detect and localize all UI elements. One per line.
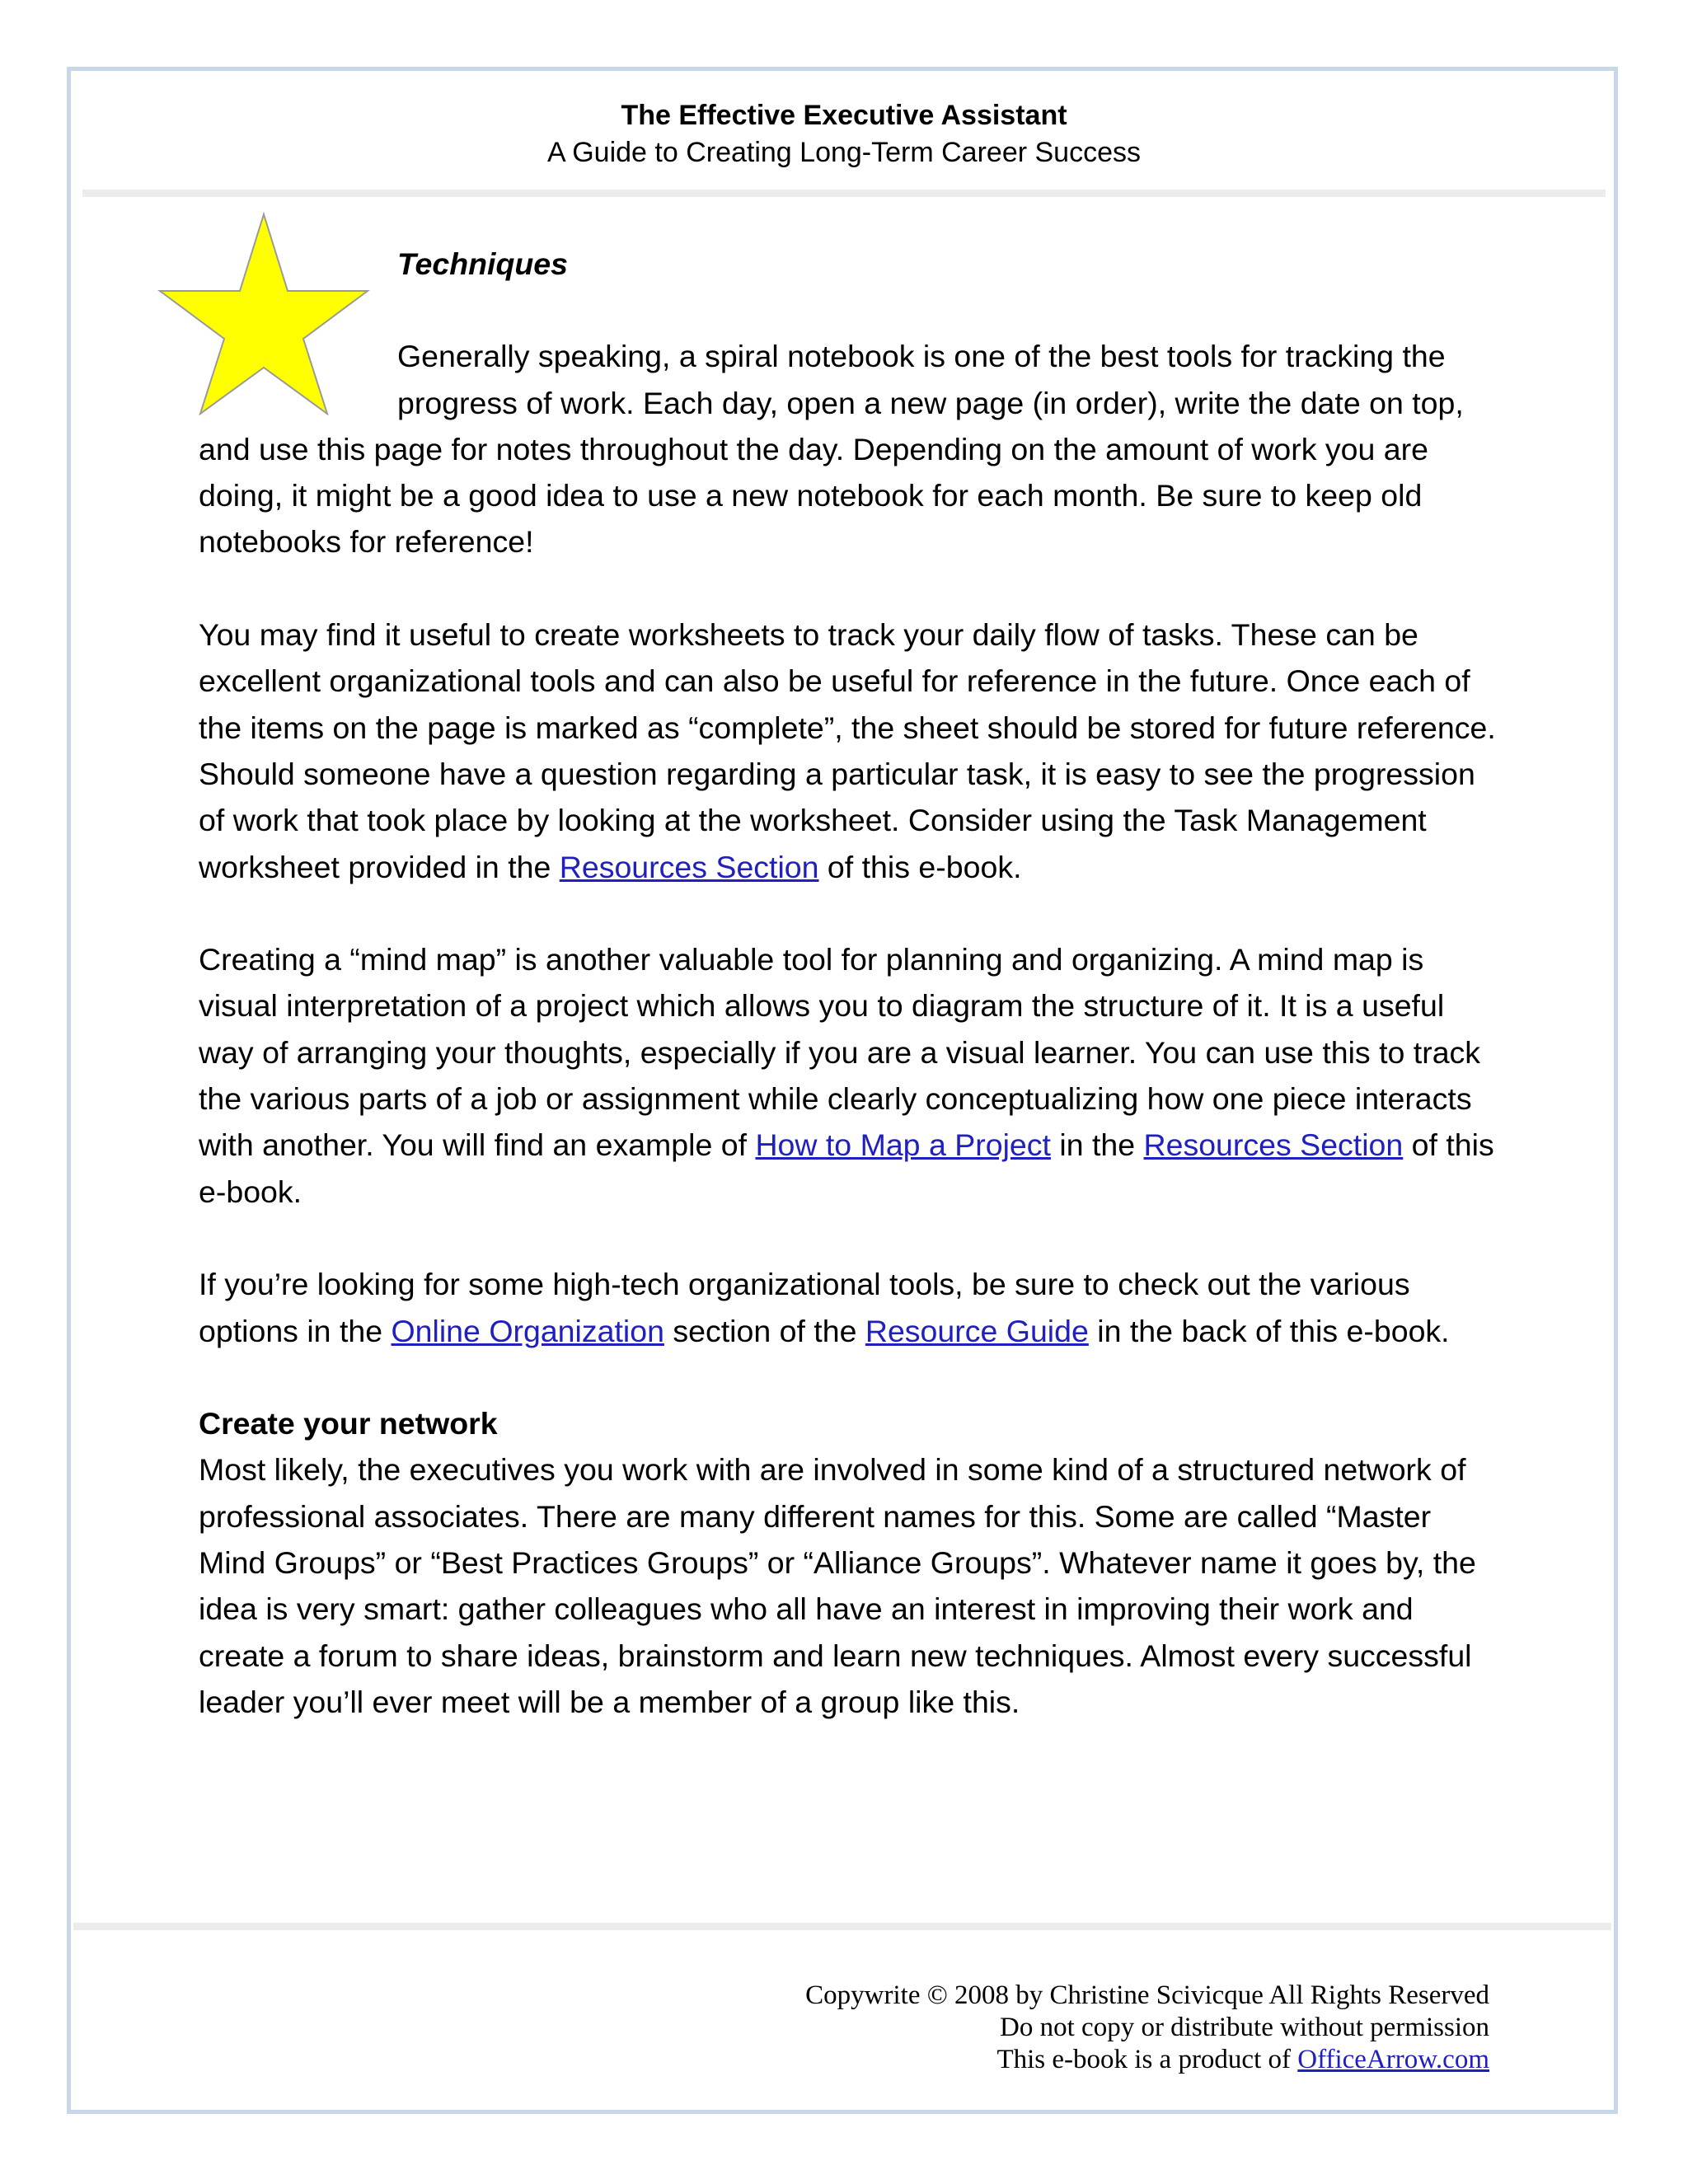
mind-map-end: of this e-book. — [199, 1127, 1494, 1209]
book-subtitle: A Guide to Creating Long-Term Career Success — [546, 137, 1141, 168]
worksheets-end: of this e-book. — [818, 849, 1022, 884]
main-content — [199, 241, 1501, 1725]
notebook-rest: and use this page for notes throughout the day. Depending on the amount of work you are doing, it might be a good idea to use a new notebook for each month. Be sure to keep old notebooks for reference! — [199, 431, 1428, 560]
resources-section-link[interactable]: Resources Section — [559, 849, 819, 884]
resource-guide-link[interactable]: Resource Guide — [865, 1313, 1089, 1348]
high-tech-end: in the back of this e-book. — [1088, 1313, 1450, 1348]
network-paragraph: Most likely, the executives you work with are involved in some kind of a structured network of professional associates. There are many different names for this. Some are called “Master Mind Groups” or “Best Practices Groups” or “Alliance Groups”. Whatever name it goes by, the idea is very smart: gather colleagues who all have an interest in improving their work and create a forum to share ideas, brainstorm and learn new techniques. Almost every successful leader you’ll ever meet will be a member of a group like this. — [199, 1452, 1476, 1719]
notebook-line-2: progress of work. Each day, open a new page (in order), write the date on top, — [397, 385, 1464, 420]
product-text: This e-book is a product of — [996, 2045, 1298, 2074]
high-tech-paragraph — [199, 1261, 1501, 1354]
book-title: The Effective Executive Assistant — [621, 100, 1067, 131]
footer-divider — [73, 1923, 1611, 1930]
worksheets-text: You may find it useful to create worksheets to track your daily flow of tasks. These can be excellent organizational tools and can also be useful for reference in the future. Once each of the items on the page is marked as “complete”, the sheet should be stored for future reference. Should someone have a question regarding a particular task, it is easy to see the progression of work that took place by looking at the worksheet. Consider using the Task Management worksheet provided in the — [199, 617, 1496, 884]
header-divider — [82, 190, 1606, 197]
high-tech-text: If you’re looking for some high-tech organizational tools, be sure to check out the various options in the — [199, 1267, 1410, 1348]
permission-line: Do not copy or distribute without permission — [1000, 2013, 1489, 2042]
worksheets-paragraph — [199, 612, 1501, 890]
techniques-heading: Techniques — [397, 246, 568, 281]
online-organization-link[interactable]: Online Organization — [391, 1313, 664, 1348]
page-footer — [805, 1980, 1489, 2076]
notebook-paragraph — [199, 333, 1501, 565]
mind-map-paragraph — [199, 936, 1501, 1215]
network-heading: Create your network — [199, 1406, 498, 1441]
copyright-line: Copywrite © 2008 by Christine Scivicque All Rights Reserved — [805, 1980, 1489, 2010]
high-tech-mid: section of the — [663, 1313, 865, 1348]
product-line — [805, 2044, 1489, 2076]
notebook-line-1: Generally speaking, a spiral notebook is one of the best tools for tracking the — [397, 339, 1446, 374]
officearrow-link[interactable]: OfficeArrow.com — [1297, 2045, 1489, 2074]
resources-section-link-2[interactable]: Resources Section — [1143, 1127, 1404, 1163]
mind-map-mid: in the — [1050, 1127, 1144, 1163]
page-header — [82, 97, 1606, 171]
how-to-map-project-link[interactable]: How to Map a Project — [755, 1127, 1051, 1163]
mind-map-text: Creating a “mind map” is another valuable tool for planning and organizing. A mind map is visual interpretation of a project which allows you to diagram the structure of it. It is a useful way of arranging your thoughts, especially if you are a visual learner. You can use this to track the various parts of a job or assignment while clearly conceptualizing how one piece interacts with another. You will find an example of — [199, 942, 1481, 1163]
